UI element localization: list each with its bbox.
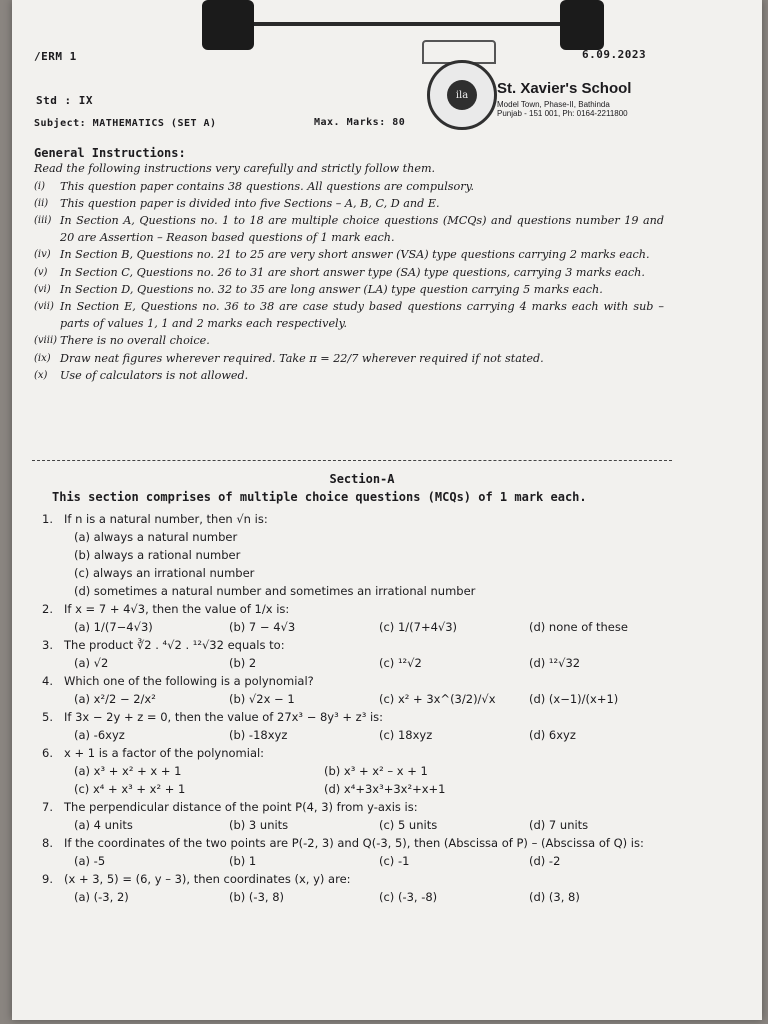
question-number: 4. [42,674,53,688]
option: (c) always an irrational number [74,566,255,580]
question-stem [42,636,682,654]
instruction-item [34,264,664,281]
question-stem [42,672,682,690]
option: (a) (-3, 2) [74,890,129,904]
instruction-item [34,195,664,212]
option: (b) 3 units [229,818,289,832]
instruction-item [34,212,664,246]
options-row [42,780,682,798]
option: (c) 5 units [379,818,438,832]
instruction-item [34,281,664,298]
exam-date: 6.09.2023 [582,48,647,61]
section-a-title: Section-A [329,472,395,486]
instruction-text: This question paper contains 38 questions. All questions are compulsory. [60,179,474,193]
instruction-text: In Section E, Questions no. 36 to 38 are case study based questions carrying 4 marks each with sub – parts of values 1, 1 and 2 marks each respectively. [60,299,664,331]
option: (c) x⁴ + x³ + x² + 1 [74,782,186,796]
option: (d) 6xyz [529,728,576,742]
option: (c) x² + 3x^(3/2)/√x [379,692,496,706]
question-item [42,708,682,744]
option: (d) none of these [529,620,628,634]
instruction-item [34,332,664,349]
options-row [42,888,682,906]
option: (d) x⁴+3x³+3x²+x+1 [324,782,446,796]
instruction-number: (v) [34,266,48,278]
question-text: The perpendicular distance of the point P(4, 3) from y-axis is: [64,800,418,814]
option: (a) x³ + x² + x + 1 [74,764,182,778]
school-logo [427,60,497,130]
question-text: (x + 3, 5) = (6, y – 3), then coordinates (x, y) are: [64,872,351,886]
question-stem [42,798,682,816]
instruction-text: In Section D, Questions no. 32 to 35 are long answer (LA) type question carrying 5 marks each. [60,282,603,296]
instruction-number: (i) [34,180,46,192]
school-address-line: Punjab - 151 001, Ph: 0164-2211800 [497,109,628,118]
question-number: 1. [42,512,53,526]
options-row [42,762,682,780]
option: (c) (-3, -8) [379,890,438,904]
option: (b) 7 − 4√3 [229,620,296,634]
question-item [42,672,682,708]
clipboard-clip-left [202,0,254,50]
question-stem [42,834,682,852]
clipboard-wire [237,0,585,26]
question-item [42,636,682,672]
question-text: If the coordinates of the two points are P(-2, 3) and Q(-3, 5), then (Abscissa of P) – (Abscissa of Q) is: [64,836,644,850]
question-stem [42,870,682,888]
options-row [42,690,682,708]
general-instructions [34,144,664,384]
instruction-item [34,178,664,195]
question-text: The product ∛2 . ⁴√2 . ¹²√32 equals to: [64,638,285,652]
instruction-number: (ix) [34,352,51,364]
instruction-number: (iv) [34,249,51,261]
clipboard-clip-right [560,0,604,50]
option: (c) -1 [379,854,410,868]
option: (b) √2x − 1 [229,692,295,706]
question-number: 7. [42,800,53,814]
option: (b) x³ + x² – x + 1 [324,764,428,778]
questions-list [42,510,682,906]
option: (d) (x−1)/(x+1) [529,692,619,706]
question-item [42,744,682,798]
instruction-text: Use of calculators is not allowed. [60,368,249,382]
option: (c) ¹²√2 [379,656,422,670]
question-number: 6. [42,746,53,760]
question-number: 3. [42,638,53,652]
instruction-item [34,367,664,384]
option: (c) 18xyz [379,728,433,742]
instruction-text: This question paper is divided into five Sections – A, B, C, D and E. [60,196,440,210]
instruction-number: (vii) [34,300,54,312]
section-divider [32,460,672,461]
max-marks-label: Max. Marks: 80 [314,117,406,128]
school-address [497,100,697,118]
option: (d) -2 [529,854,561,868]
instruction-text: In Section C, Questions no. 26 to 31 are short answer type (SA) type questions, carrying 3 marks each. [60,265,645,279]
question-text: x + 1 is a factor of the polynomial: [64,746,265,760]
options-row [42,654,682,672]
question-number: 8. [42,836,53,850]
option: (b) (-3, 8) [229,890,284,904]
instructions-list [34,178,664,384]
standard-label: Std : IX [36,94,93,107]
question-item [42,798,682,834]
options-row [42,618,682,636]
option: (a) 1/(7−4√3) [74,620,153,634]
option: (b) 1 [229,854,257,868]
option: (a) -5 [74,854,106,868]
school-address-line: Model Town, Phase-II, Bathinda [497,100,610,109]
question-item [42,870,682,906]
question-number: 5. [42,710,53,724]
instruction-text: In Section B, Questions no. 21 to 25 are very short answer (VSA) type questions carrying 2 marks each. [60,248,650,262]
question-paper [12,0,762,1020]
question-item [42,510,682,600]
instruction-number: (ii) [34,197,49,209]
question-text: If 3x − 2y + z = 0, then the value of 27x³ − 8y³ + z³ is: [64,710,384,724]
options-row [42,816,682,834]
question-item [42,600,682,636]
question-text: If x = 7 + 4√3, then the value of 1/x is: [64,602,290,616]
option: (d) sometimes a natural number and sometimes an irrational number [74,584,476,598]
instruction-item [34,298,664,332]
question-stem [42,600,682,618]
instruction-number: (x) [34,369,48,381]
question-number: 2. [42,602,53,616]
instruction-number: (viii) [34,335,58,347]
instruction-item [34,246,664,263]
instructions-title: General Instructions: [34,146,186,160]
subject-label: Subject: MATHEMATICS (SET A) [34,118,217,129]
instruction-text: There is no overall choice. [60,334,210,348]
option: (b) -18xyz [229,728,288,742]
instruction-item [34,350,664,367]
instructions-intro: Read the following instructions very carefully and strictly follow them. [34,162,436,175]
option: (d) ¹²√32 [529,656,581,670]
option: (a) -6xyz [74,728,125,742]
question-number: 9. [42,872,53,886]
option: (d) (3, 8) [529,890,580,904]
option: (b) 2 [229,656,257,670]
options-row [42,852,682,870]
instruction-text: Draw neat figures wherever required. Take π = 22/7 wherever required if not stated. [60,351,544,365]
option: (b) always a rational number [74,548,241,562]
options-row [42,726,682,744]
question-stem [42,510,682,528]
question-item [42,834,682,870]
options-list [42,528,682,600]
instruction-text: In Section A, Questions no. 1 to 18 are multiple choice questions (MCQs) and questions number 19 and 20 are Assertion – Reason based questions of 1 mark each. [60,213,664,245]
question-stem [42,744,682,762]
instruction-number: (vi) [34,283,51,295]
term-label: /ERM 1 [34,50,77,63]
option: (a) 4 units [74,818,133,832]
question-text: Which one of the following is a polynomial? [64,674,314,688]
school-logo-emblem: ila [447,80,477,110]
question-text: If n is a natural number, then √n is: [64,512,268,526]
option: (a) √2 [74,656,109,670]
school-name: St. Xavier's School [497,80,632,97]
option: (c) 1/(7+4√3) [379,620,458,634]
question-stem [42,708,682,726]
instruction-number: (iii) [34,214,52,226]
option: (a) always a natural number [74,530,238,544]
option: (d) 7 units [529,818,589,832]
option: (a) x²/2 − 2/x² [74,692,156,706]
section-a-description: This section comprises of multiple choice questions (MCQs) of 1 mark each. [52,490,587,504]
